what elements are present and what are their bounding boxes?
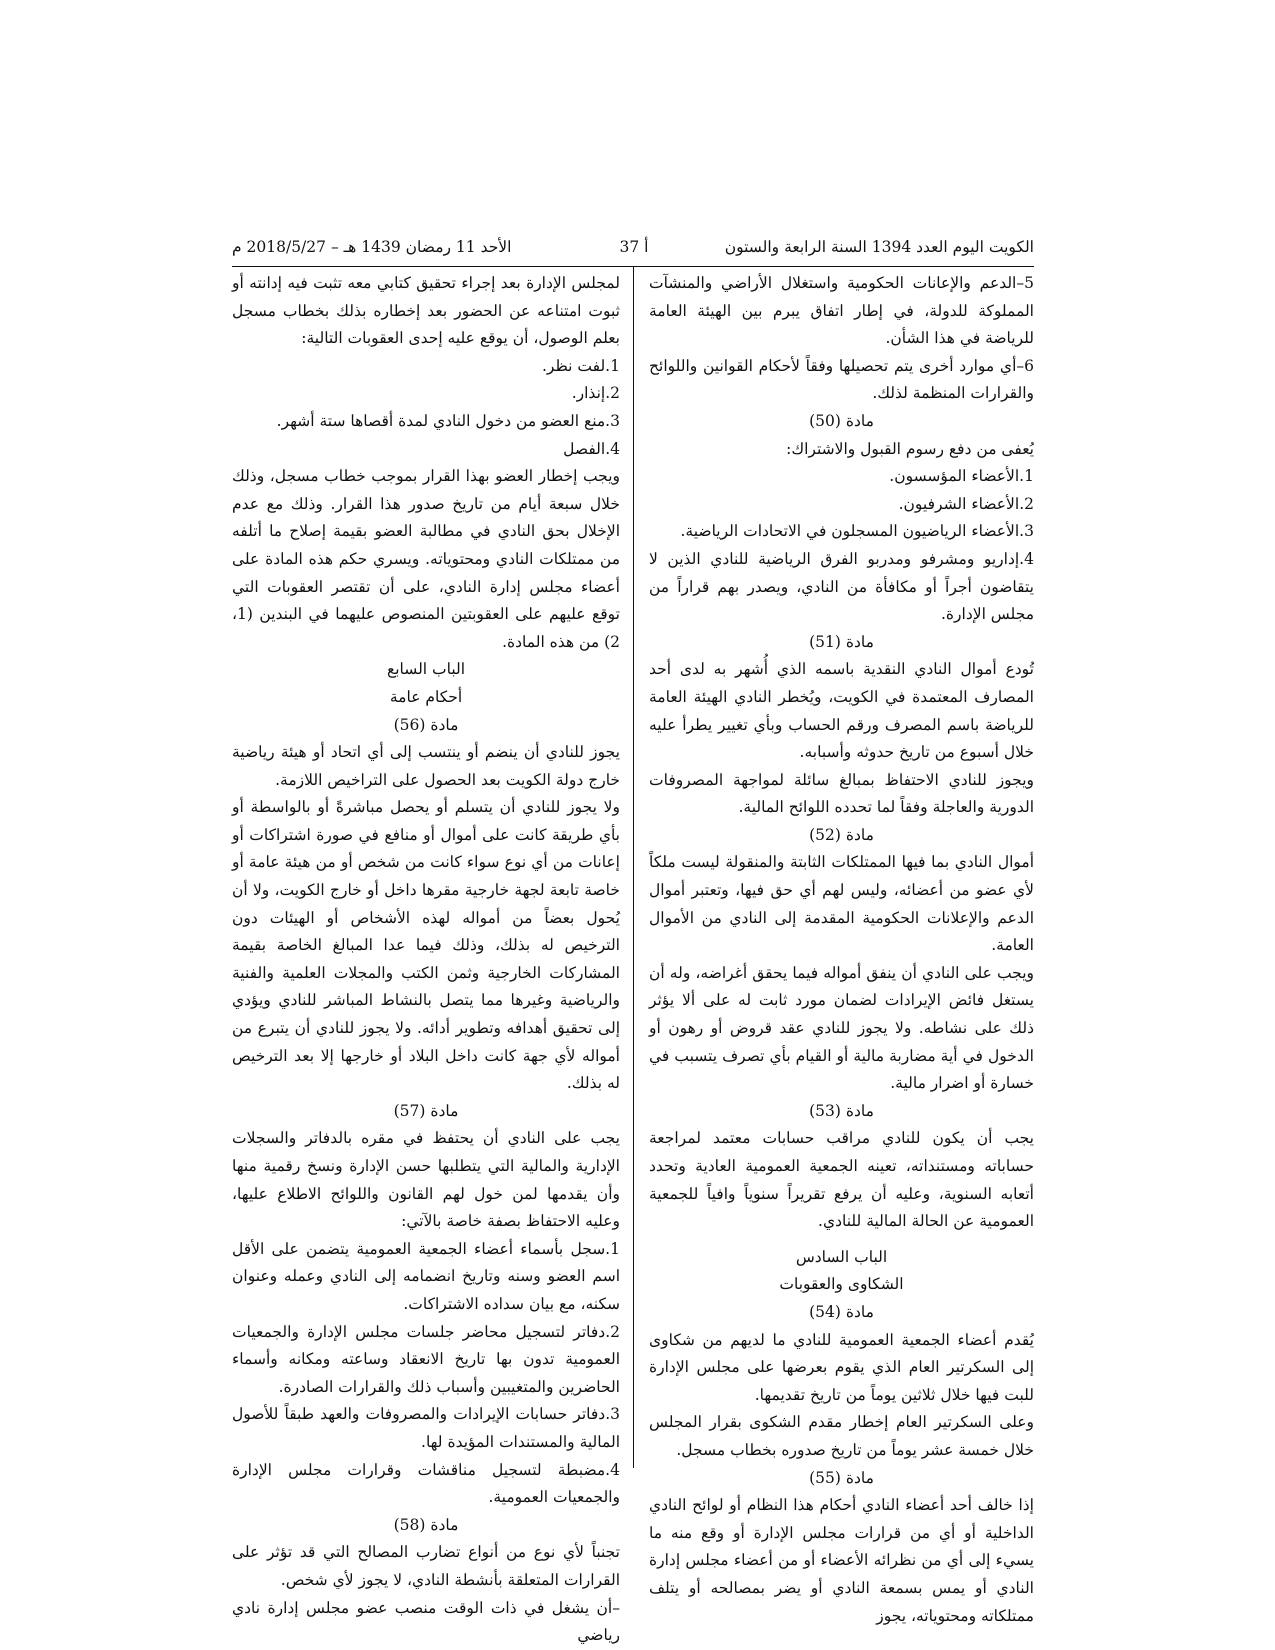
page-header	[232, 238, 1034, 264]
paragraph: 5–الدعم والإعانات الحكومية واستغلال الأراضي والمنشآت المملوكة للدولة، في إطار اتفاق يبرم بين الهيئة العامة للرياضة في هذا الشأن.	[649, 274, 1034, 348]
section-heading: الباب السادس	[795, 1247, 888, 1266]
section-heading: مادة (50)	[809, 411, 874, 430]
section-heading: مادة (57)	[393, 1101, 459, 1120]
paragraph: 3.منع العضو من دخول النادي لمدة أقصاها ستة أشهر.	[276, 411, 620, 430]
column-divider	[633, 266, 634, 1468]
issue-date: الأحد 11 رمضان 1439 هـ – 2018/5/27 م	[232, 238, 512, 256]
paragraph: إذا خالف أحد أعضاء النادي أحكام هذا النظام أو لوائح النادي الداخلية أو أي من قرارات مجلس الإدارة أو وقع منه ما يسيء إلى أي من نظرائه الأعضاء أو من أعضاء مجلس إدارة النادي أو يمس بسمعة النادي أو يضر بمصالحه أو يتلف ممتلكاته ومحتوياته، يجوز	[649, 1496, 1034, 1625]
right-column	[649, 270, 1034, 1630]
paragraph: يُعفى من دفع رسوم القبول والاشتراك:	[786, 439, 1034, 458]
paragraph: 3.دفاتر حسابات الإيرادات والمصروفات والعهد طبقاً للأصول المالية والمستندات المؤيدة لها.	[232, 1405, 620, 1451]
paragraph: 3.الأعضاء الرياضيون المسجلون في الاتحادات الرياضية.	[680, 522, 1034, 541]
paragraph: يجب أن يكون للنادي مراقب حسابات معتمد لمراجعة حساباته ومستنداته، تعينه الجمعية العمومية العادية وتحدد أتعابه السنوية، وعليه أن يرفع تقريراً سنوياً وافياً للجمعية العمومية عن الحالة المالية للنادي.	[649, 1129, 1034, 1231]
section-heading: مادة (54)	[809, 1302, 874, 1321]
section-heading: الباب السابع	[386, 660, 466, 679]
paragraph: ويجب إخطار العضو بهذا القرار بموجب خطاب مسجل، وذلك خلال سبعة أيام من تاريخ صدور هذا القرار. وذلك مع عدم الإخلال بحق النادي في مطالبة العضو بقيمة إصلاح ما أتلفه من ممتلكات النادي ومحتوياته. ويسري حكم هذه المادة على أعضاء مجلس إدارة النادي، على أن تقتصر العقوبات التي توقع عليهم على العقوبتين المنصوص عليهما في البندين (1، 2) من هذه المادة.	[232, 467, 620, 651]
paragraph: ويجوز للنادي الاحتفاظ بمبالغ سائلة لمواجهة المصروفات الدورية والعاجلة وفقاً لما تحدده اللوائح المالية.	[649, 770, 1034, 817]
paragraph: يجوز للنادي أن ينضم أو ينتسب إلى أي اتحاد أو هيئة رياضية خارج دولة الكويت بعد الحصول على التراخيص اللازمة.	[232, 743, 620, 789]
section-heading: أحكام عامة	[389, 687, 463, 706]
paragraph: 1.سجل بأسماء أعضاء الجمعية العمومية يتضمن على الأقل اسم العضو وسنه وتاريخ انضمامه إلى النادي وعمله وعنوان سكنه، مع بيان سداده الاشتراكات.	[232, 1239, 620, 1313]
paragraph: 2.دفاتر لتسجيل محاضر جلسات مجلس الإدارة والجمعيات العمومية تدون بها تاريخ الانعقاد وساعته ومكانه وأسماء الحاضرين والمتغيبين وأسباب ذلك والقرارات الصادرة.	[232, 1322, 620, 1396]
paragraph: يُقدم أعضاء الجمعية العمومية للنادي ما لديهم من شكاوى إلى السكرتير العام الذي يقوم بعرضها على مجلس الإدارة للبت فيها خلال ثلاثين يوماً من تاريخ تقديمها.	[649, 1330, 1034, 1404]
section-heading: مادة (55)	[809, 1468, 874, 1487]
paragraph: تُودع أموال النادي النقدية باسمه الذي أُشهر به لدى أحد المصارف المعتمدة في الكويت، ويُخطر النادي الهيئة العامة للرياضة باسم المصرف ورقم الحساب وبأي تغيير يطرأ عليه خلال أسبوع من تاريخ حدوثه وأسبابه.	[649, 660, 1034, 762]
section-heading: مادة (56)	[393, 715, 459, 734]
paragraph: وعلى السكرتير العام إخطار مقدم الشكوى بقرار المجلس خلال خمسة عشر يوماً من تاريخ صدوره بخطاب مسجل.	[649, 1413, 1034, 1459]
paragraph: –أن يشغل في ذات الوقت منصب عضو مجلس إدارة نادي رياضي	[232, 1598, 620, 1645]
paragraph: 2.الأعضاء الشرفيون.	[898, 494, 1034, 513]
paragraph: 4.إداريو ومشرفو ومدربو الفرق الرياضية للنادي الذين لا يتقاضون أجراً أو مكافأة من النادي، ويصدر بهم قراراً من مجلس الإدارة.	[649, 549, 1034, 624]
paragraph: 2.إنذار.	[571, 384, 620, 403]
spacer	[649, 1236, 1034, 1244]
paragraph: ولا يجوز للنادي أن يتسلم أو يحصل مباشرةً أو بالواسطة أو بأي طريقة كانت على أموال أو منافع في صورة اشتراكات أو إعانات من أي نوع سواء كانت من شخص أو من هيئة عامة أو خاصة تابعة لجهة خارجية مقرها داخل أو خارج الكويت، ولا أن يُحول بعضاً من أمواله لهذه الأشخاص أو الهيئات دون الترخيص له بذلك، وذلك فيما عدا المبالغ الخاصة بقيمة المشاركات الخارجية وثمن الكتب والمجلات العلمية والفنية والرياضية وغيرها مما يتصل بالنشاط المباشر للنادي ويؤدي إلى تحقيق أهدافه وتطوير أدائه. ولا يجوز للنادي أن يتبرع من أمواله لأي جهة كانت داخل البلاد أو خارجها إلا بعد الترخيص له بذلك.	[232, 798, 620, 1093]
page-number: أ 37	[619, 238, 649, 256]
publication-info: الكويت اليوم العدد 1394 السنة الرابعة والستون	[724, 238, 1034, 256]
section-heading: مادة (52)	[809, 825, 874, 844]
paragraph: 1.لفت نظر.	[541, 356, 620, 375]
paragraph: 4.الفصل	[563, 439, 620, 458]
section-heading: مادة (58)	[393, 1515, 459, 1534]
left-column	[232, 270, 620, 1650]
paragraph: أموال النادي بما فيها الممتلكات الثابتة والمنقولة ليست ملكاً لأي عضو من أعضائه، وليس لهم أي حق فيها، وتعتبر أموال الدعم والإعلانات الحكومية المقدمة إلى النادي من الأموال العامة.	[649, 853, 1034, 955]
section-heading: الشكاوى والعقوبات	[779, 1275, 904, 1294]
paragraph: تجنباً لأي نوع من أنواع تضارب المصالح التي قد تؤثر على القرارات المتعلقة بأنشطة النادي، لا يجوز لأي شخص.	[232, 1543, 620, 1589]
paragraph: 6–أي موارد أخرى يتم تحصيلها وفقاً لأحكام القوانين واللوائح والقرارات المنظمة لذلك.	[649, 356, 1034, 403]
paragraph: ويجب على النادي أن ينفق أمواله فيما يحقق أغراضه، وله أن يستغل فائض الإيرادات لضمان مورد ثابت له على ألا يؤثر ذلك على نشاطه. ولا يجوز للنادي عقد قروض أو رهون أو الدخول في أية مضاربة مالية أو القيام بأي تصرف يتسبب في خسارة أو اضرار مالية.	[649, 963, 1034, 1093]
section-heading: مادة (53)	[809, 1101, 874, 1120]
paragraph: 1.الأعضاء المؤسسون.	[889, 467, 1034, 486]
section-heading: مادة (51)	[809, 632, 874, 651]
paragraph: يجب على النادي أن يحتفظ في مقره بالدفاتر والسجلات الإدارية والمالية التي يتطلبها حسن الإدارة ونسخ رقمية منها وأن يقدمها لمن خول لهم القانون واللوائح الاطلاع عليها، وعليه الاحتفاظ بصفة خاصة بالآتي:	[232, 1129, 620, 1231]
paragraph: لمجلس الإدارة بعد إجراء تحقيق كتابي معه تثبت فيه إدانته أو ثبوت امتناعه عن الحضور بعد إخطاره بذلك بخطاب مسجل بعلم الوصول، أن يوقع عليه إحدى العقوبات التالية:	[232, 274, 620, 348]
paragraph: 4.مضبطة لتسجيل مناقشات وقرارات مجلس الإدارة والجمعيات العمومية.	[232, 1460, 620, 1507]
